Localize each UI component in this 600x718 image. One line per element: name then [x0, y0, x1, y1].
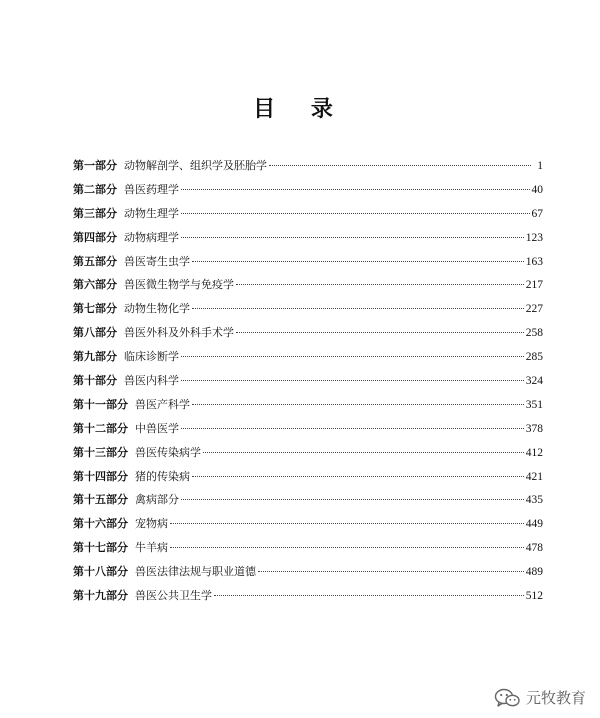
toc-entry [73, 250, 543, 274]
toc-page-number: 258 [525, 327, 543, 340]
toc-leader-dots [181, 428, 524, 429]
toc-leader-dots [236, 284, 524, 285]
toc-part-number: 第十九部分 [73, 589, 128, 603]
toc-section-title: 临床诊断学 [124, 350, 179, 364]
toc-leader-dots [181, 380, 524, 381]
toc-entry [73, 273, 543, 297]
toc-section-title: 动物生理学 [124, 206, 179, 220]
page-title: 目 录 [253, 96, 347, 122]
toc-entry [73, 417, 543, 441]
toc-section-title: 动物生物化学 [124, 302, 190, 316]
toc-section-title: 兽医产科学 [135, 397, 190, 411]
toc-leader-dots [181, 213, 530, 214]
toc-entry [73, 226, 543, 250]
toc-page-number: 512 [525, 590, 543, 603]
toc-section-title: 牛羊病 [135, 541, 168, 555]
toc-entry [73, 321, 543, 345]
toc-leader-dots [192, 308, 524, 309]
toc-section-title: 禽病部分 [135, 493, 179, 507]
toc-leader-dots [214, 595, 524, 596]
toc-page-number: 378 [525, 422, 543, 435]
toc-entry [73, 536, 543, 560]
toc-page-number: 285 [525, 351, 543, 364]
toc-page-number: 478 [525, 542, 543, 555]
toc-page-number: 123 [525, 231, 543, 244]
toc-part-number: 第八部分 [73, 326, 117, 340]
toc-leader-dots [170, 547, 524, 548]
toc-leader-dots [192, 476, 524, 477]
toc-entry [73, 202, 543, 226]
toc-entry [73, 488, 543, 512]
toc-part-number: 第十七部分 [73, 541, 128, 555]
toc-section-title: 猪的传染病 [135, 469, 190, 483]
toc-entry [73, 345, 543, 369]
toc-part-number: 第十八部分 [73, 565, 128, 579]
table-of-contents [73, 154, 543, 608]
toc-part-number: 第九部分 [73, 350, 117, 364]
toc-section-title: 兽医法律法规与职业道德 [135, 565, 256, 579]
toc-page-number: 40 [531, 183, 543, 196]
toc-entry [73, 584, 543, 608]
toc-entry [73, 560, 543, 584]
toc-part-number: 第十五部分 [73, 493, 128, 507]
toc-part-number: 第六部分 [73, 278, 117, 292]
toc-page-number: 351 [525, 398, 543, 411]
toc-leader-dots [181, 499, 524, 500]
toc-part-number: 第七部分 [73, 302, 117, 316]
toc-part-number: 第二部分 [73, 182, 117, 196]
toc-part-number: 第五部分 [73, 254, 117, 268]
toc-section-title: 兽医寄生虫学 [124, 254, 190, 268]
toc-leader-dots [269, 165, 531, 166]
toc-entry [73, 512, 543, 536]
toc-section-title: 中兽医学 [135, 421, 179, 435]
toc-page-number: 449 [525, 518, 543, 531]
toc-leader-dots [181, 237, 524, 238]
toc-entry [73, 465, 543, 489]
toc-leader-dots [236, 332, 524, 333]
toc-entry [73, 393, 543, 417]
toc-section-title: 兽医微生物学与免疫学 [124, 278, 234, 292]
toc-page-number: 324 [525, 375, 543, 388]
toc-section-title: 动物病理学 [124, 230, 179, 244]
watermark-text: 元牧教育 [525, 689, 586, 707]
toc-entry [73, 369, 543, 393]
toc-leader-dots [203, 452, 524, 453]
toc-part-number: 第十二部分 [73, 421, 128, 435]
watermark [494, 687, 586, 708]
toc-entry [73, 297, 543, 321]
toc-section-title: 动物解剖学、组织学及胚胎学 [124, 159, 267, 172]
toc-part-number: 第十一部分 [73, 397, 128, 411]
toc-part-number: 第十三部分 [73, 445, 128, 459]
toc-page-number: 412 [525, 446, 543, 459]
toc-leader-dots [181, 189, 530, 190]
toc-page-number: 489 [525, 566, 543, 579]
toc-entry [73, 441, 543, 465]
toc-section-title: 兽医药理学 [124, 182, 179, 196]
toc-part-number: 第十六部分 [73, 517, 128, 531]
toc-page-number: 67 [531, 207, 543, 220]
toc-section-title: 兽医内科学 [124, 374, 179, 388]
toc-leader-dots [170, 523, 524, 524]
toc-leader-dots [258, 571, 524, 572]
wechat-icon [494, 688, 520, 708]
toc-page-number: 435 [525, 494, 543, 507]
toc-leader-dots [192, 261, 524, 262]
toc-section-title: 兽医外科及外科手术学 [124, 326, 234, 340]
toc-leader-dots [192, 404, 524, 405]
toc-section-title: 兽医传染病学 [135, 445, 201, 459]
toc-page-number: 1 [537, 160, 543, 172]
toc-part-number: 第十四部分 [73, 469, 128, 483]
toc-leader-dots [181, 356, 524, 357]
toc-part-number: 第三部分 [73, 206, 117, 220]
toc-page-number: 163 [525, 255, 543, 268]
toc-part-number: 第十部分 [73, 374, 117, 388]
toc-page-number: 227 [525, 303, 543, 316]
toc-page-number: 421 [525, 470, 543, 483]
toc-part-number: 第四部分 [73, 230, 117, 244]
toc-part-number: 第一部分 [73, 159, 117, 172]
toc-entry [73, 178, 543, 202]
toc-entry [73, 154, 543, 178]
toc-page-number: 217 [525, 279, 543, 292]
toc-section-title: 兽医公共卫生学 [135, 589, 212, 603]
toc-section-title: 宠物病 [135, 517, 168, 531]
